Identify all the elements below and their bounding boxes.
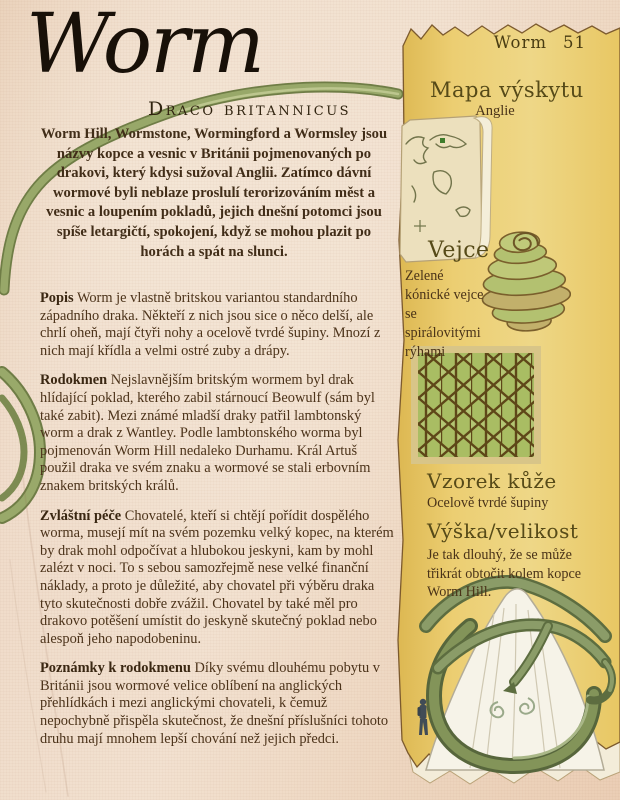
skin-description: Ocelově tvrdé šupiny — [427, 495, 549, 511]
size-heading: Výška/velikost — [427, 519, 579, 543]
section-zvlastni-pece-text: Chovatelé, kteří si chtějí pořídit dospělého worma, musejí mít na svém pozemku velký kopec, na kterém by drak mohl odpočívat a hlubokou jeskyni, kam by mohl zalézt v noci. To s sebou samozřejmě nese velké finanční náklady, a proto je důležité, aby chovatel při výběru draka tyto skutečnosti dobře zvážil. Chovatel by také měl pro drakovo potěšení umístit do jeskyně skutečný poklad nebo alespoň jeho napodobeninu. — [40, 507, 394, 647]
section-popis-text: Worm je vlastně britskou variantou standardního západního draka. Někteří z nich jsou sice o něco delší, ale chrlí oheň, mají čtyři nohy a ocelově tvrdé šupiny. Mnozí z nich mají křídla a velmi ostré zuby a drápy. — [40, 290, 381, 359]
section-poznamky-label: Poznámky k rodokmenu — [40, 660, 191, 677]
map-heading: Mapa výskytu — [430, 78, 584, 102]
section-zvlastni-pece — [40, 508, 396, 649]
species-latin-name: Draco britannicus — [148, 98, 352, 120]
page-number: 51 — [563, 33, 586, 52]
england-marker — [440, 138, 445, 143]
section-poznamky — [40, 660, 396, 748]
section-rodokmen — [40, 372, 396, 495]
section-rodokmen-label: Rodokmen — [40, 372, 108, 389]
section-poznamky-text: Díky svému dlouhému pobytu v Británii jsou wormové velice oblíbení na anglických přehlídkách i mezi anglickými chovateli, k čemuž nepochybně přispěla skutečnost, že dnešní příslušníci tohoto druhu mají mnohem lepší chování než jejich předci. — [40, 660, 389, 747]
section-popis-label: Popis — [40, 290, 74, 306]
spiral-egg-illustration — [476, 219, 571, 334]
egg-heading: Vejce — [428, 238, 490, 263]
running-header-species: Worm — [493, 33, 547, 52]
section-zvlastni-pece-label: Zvláštní péče — [40, 507, 122, 524]
map-region: Anglie — [475, 103, 515, 119]
size-description: Je tak dlouhý, že se může třikrát obtočit kolem kopce Worm Hill. — [427, 547, 582, 600]
skin-heading: Vzorek kůže — [427, 469, 557, 493]
running-header — [398, 33, 586, 52]
section-rodokmen-text: Nejslavnějším britským wormem byl drak hlídající poklad, kterého zabil stárnoucí Beowulf (sám byl také zabit). Mezi známé mladší draky patřil lambtonský worm a drak z Wantley. Podle lambtonského worma byl pojmenován Worm Hill nedaleko Durhamu. Král Artuš použil draka ve svém znaku a wormové se stali erbovním znakem britských králů. — [40, 372, 375, 494]
article-sections — [40, 290, 396, 760]
section-popis — [40, 290, 396, 360]
worm-around-hill-illustration — [398, 574, 620, 784]
scale-sample-illustration — [411, 346, 541, 464]
egg-description: Zelené kónické vejce se spirálovitými rýhami — [405, 268, 484, 360]
intro-paragraph: Worm Hill, Wormstone, Wormingford a Wormsley jsou názvy kopce a vesnic v Británii pojmenovaných po drakovi, který kdysi sužoval Anglii. Zatímco dávní wormové byli neblaze proslulí terorizováním měst a vesnic a loupením pokladů, jejich dnešní potomci jsou spíše letargičtí, spokojení, když se mohou plazit po horách a spát na slunci. — [40, 126, 388, 260]
page-title: Worm — [26, 0, 264, 92]
